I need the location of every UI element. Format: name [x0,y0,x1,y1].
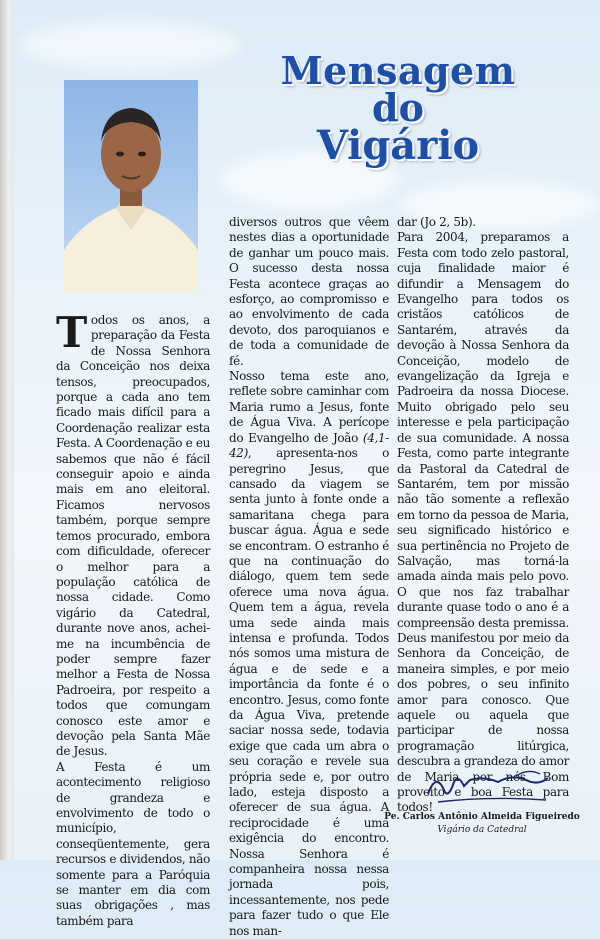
text-column-3 [397,215,569,816]
scripture-reference: (4,1-42) [229,430,389,461]
vicar-portrait-photo [64,80,198,292]
title-line-3: Vigário [316,122,480,170]
signature-name: Pe. Carlos Antônio Almeida Figueiredo [384,812,580,822]
paragraph: dar (Jo 2, 5b). [397,215,476,229]
text-column-2 [229,215,389,939]
portrait-illustration [64,80,198,292]
page-title [248,48,548,170]
paragraph: odos os anos, a preparação da Festa de Nossa Senhora da Conceição nos deixa tensos, preocupados, porque a cada ano tem ficado mais difícil para a Coordenação realizar esta Festa. A Coordenação e eu sabemos que não é fácil conseguir apoio e ainda mais em ano eleitoral. Ficamos nervosos também, porque sempre temos procurado, embora com dificuldade, oferecer o melhor para a população católica de nossa cidade. Como vigário da Catedral, durante nove anos, achei-me na incumbência de poder sempre fazer melhor a Festa de Nossa Padroeira, por respeito a todos que comungam conosco este amor e devoção pela Santa Mãe de Jesus. [56,313,210,759]
title-line-1: Mensagem [280,48,516,93]
cloud-decoration [20,20,240,70]
page-spine-shadow [0,0,14,860]
paragraph: diversos outros que vêem nestes dias a oportunidade de ganhar um pouco mais. O sucesso desta nossa Festa acontece graças ao esforço, ao compromisso e ao envolvimento de cada devoto, dos paroquianos e de toda a comunidade de fé. [229,215,389,368]
paragraph: Para 2004, preparamos a Festa com todo zelo pastoral, cuja finalidade maior é difundir a Mensagem do Evangelho para todos os cristãos católicos de Santarém, através da devoção à Nossa Senhora da Conceição, modelo de evangelização da Igreja e Padroeira da nossa Diocese. Muito obrigado pelo seu interesse e pela participação de sua comunidade. A nossa Festa, como parte integrante da Pastoral da Catedral de Santarém, tem por missão não tão somente a reflexão em torno da pessoa de Maria, seu significado histórico e sua pertinência no Projeto de Salvação, mas torná-la amada ainda mais pelo povo. O que nos faz trabalhar durante quase todo o ano é a compreensão desta premissa. Deus manifestou por meio da Senhora da Conceição, de maneira simples, e por meio dos pobres, o seu infinito amor para conosco. Que aquele ou aquela que participar de nossa programação litúrgica, descubra a grandeza do amor de Maria por nós. Bom proveito e boa Festa para todos! [397,230,569,815]
title-line-2: do [372,85,424,131]
drop-cap: T [56,308,87,357]
paragraph-text: Nosso tema este ano, reflete sobre caminhar com Maria rumo a Jesus, fonte de Água Viva. A perícope do Evangelho de João [229,369,389,445]
paragraph [229,369,389,939]
text-column-1 [56,308,210,929]
signature-role: Vigário da Catedral [437,825,527,835]
paragraph: A Festa é um acontecimento religioso de grandeza e envolvimento de todo o município, conseqüentemente, gera recursos e dividendos, não somente para a Paróquia se manter em dia com suas obrigações , mas também para [56,759,210,928]
paragraph-text: , apresenta-nos o peregrino Jesus, que cansado da viagem se senta junto à fonte onde a samaritana chega para buscar água. Água e sede se encontram. O estranho é que na continuação do diálogo, quem tem sede oferece uma nova água. Quem tem a água, revela uma sede ainda mais intensa e profunda. Todos nós somos uma mistura de água e de sede e a importância da fonte é o encontro. Jesus, como fonte da Água Viva, pretende saciar nossa sede, todavia exige que cada um abra o seu coração e revele sua própria sede e, por outro lado, esteja disposto a oferecer de sua água. A reciprocidade é uma exigência do encontro. Nossa Senhora é companheira nossa nessa jornada pois, incessantemente, nos pede para fazer tudo o que Ele nos man- [229,446,389,938]
